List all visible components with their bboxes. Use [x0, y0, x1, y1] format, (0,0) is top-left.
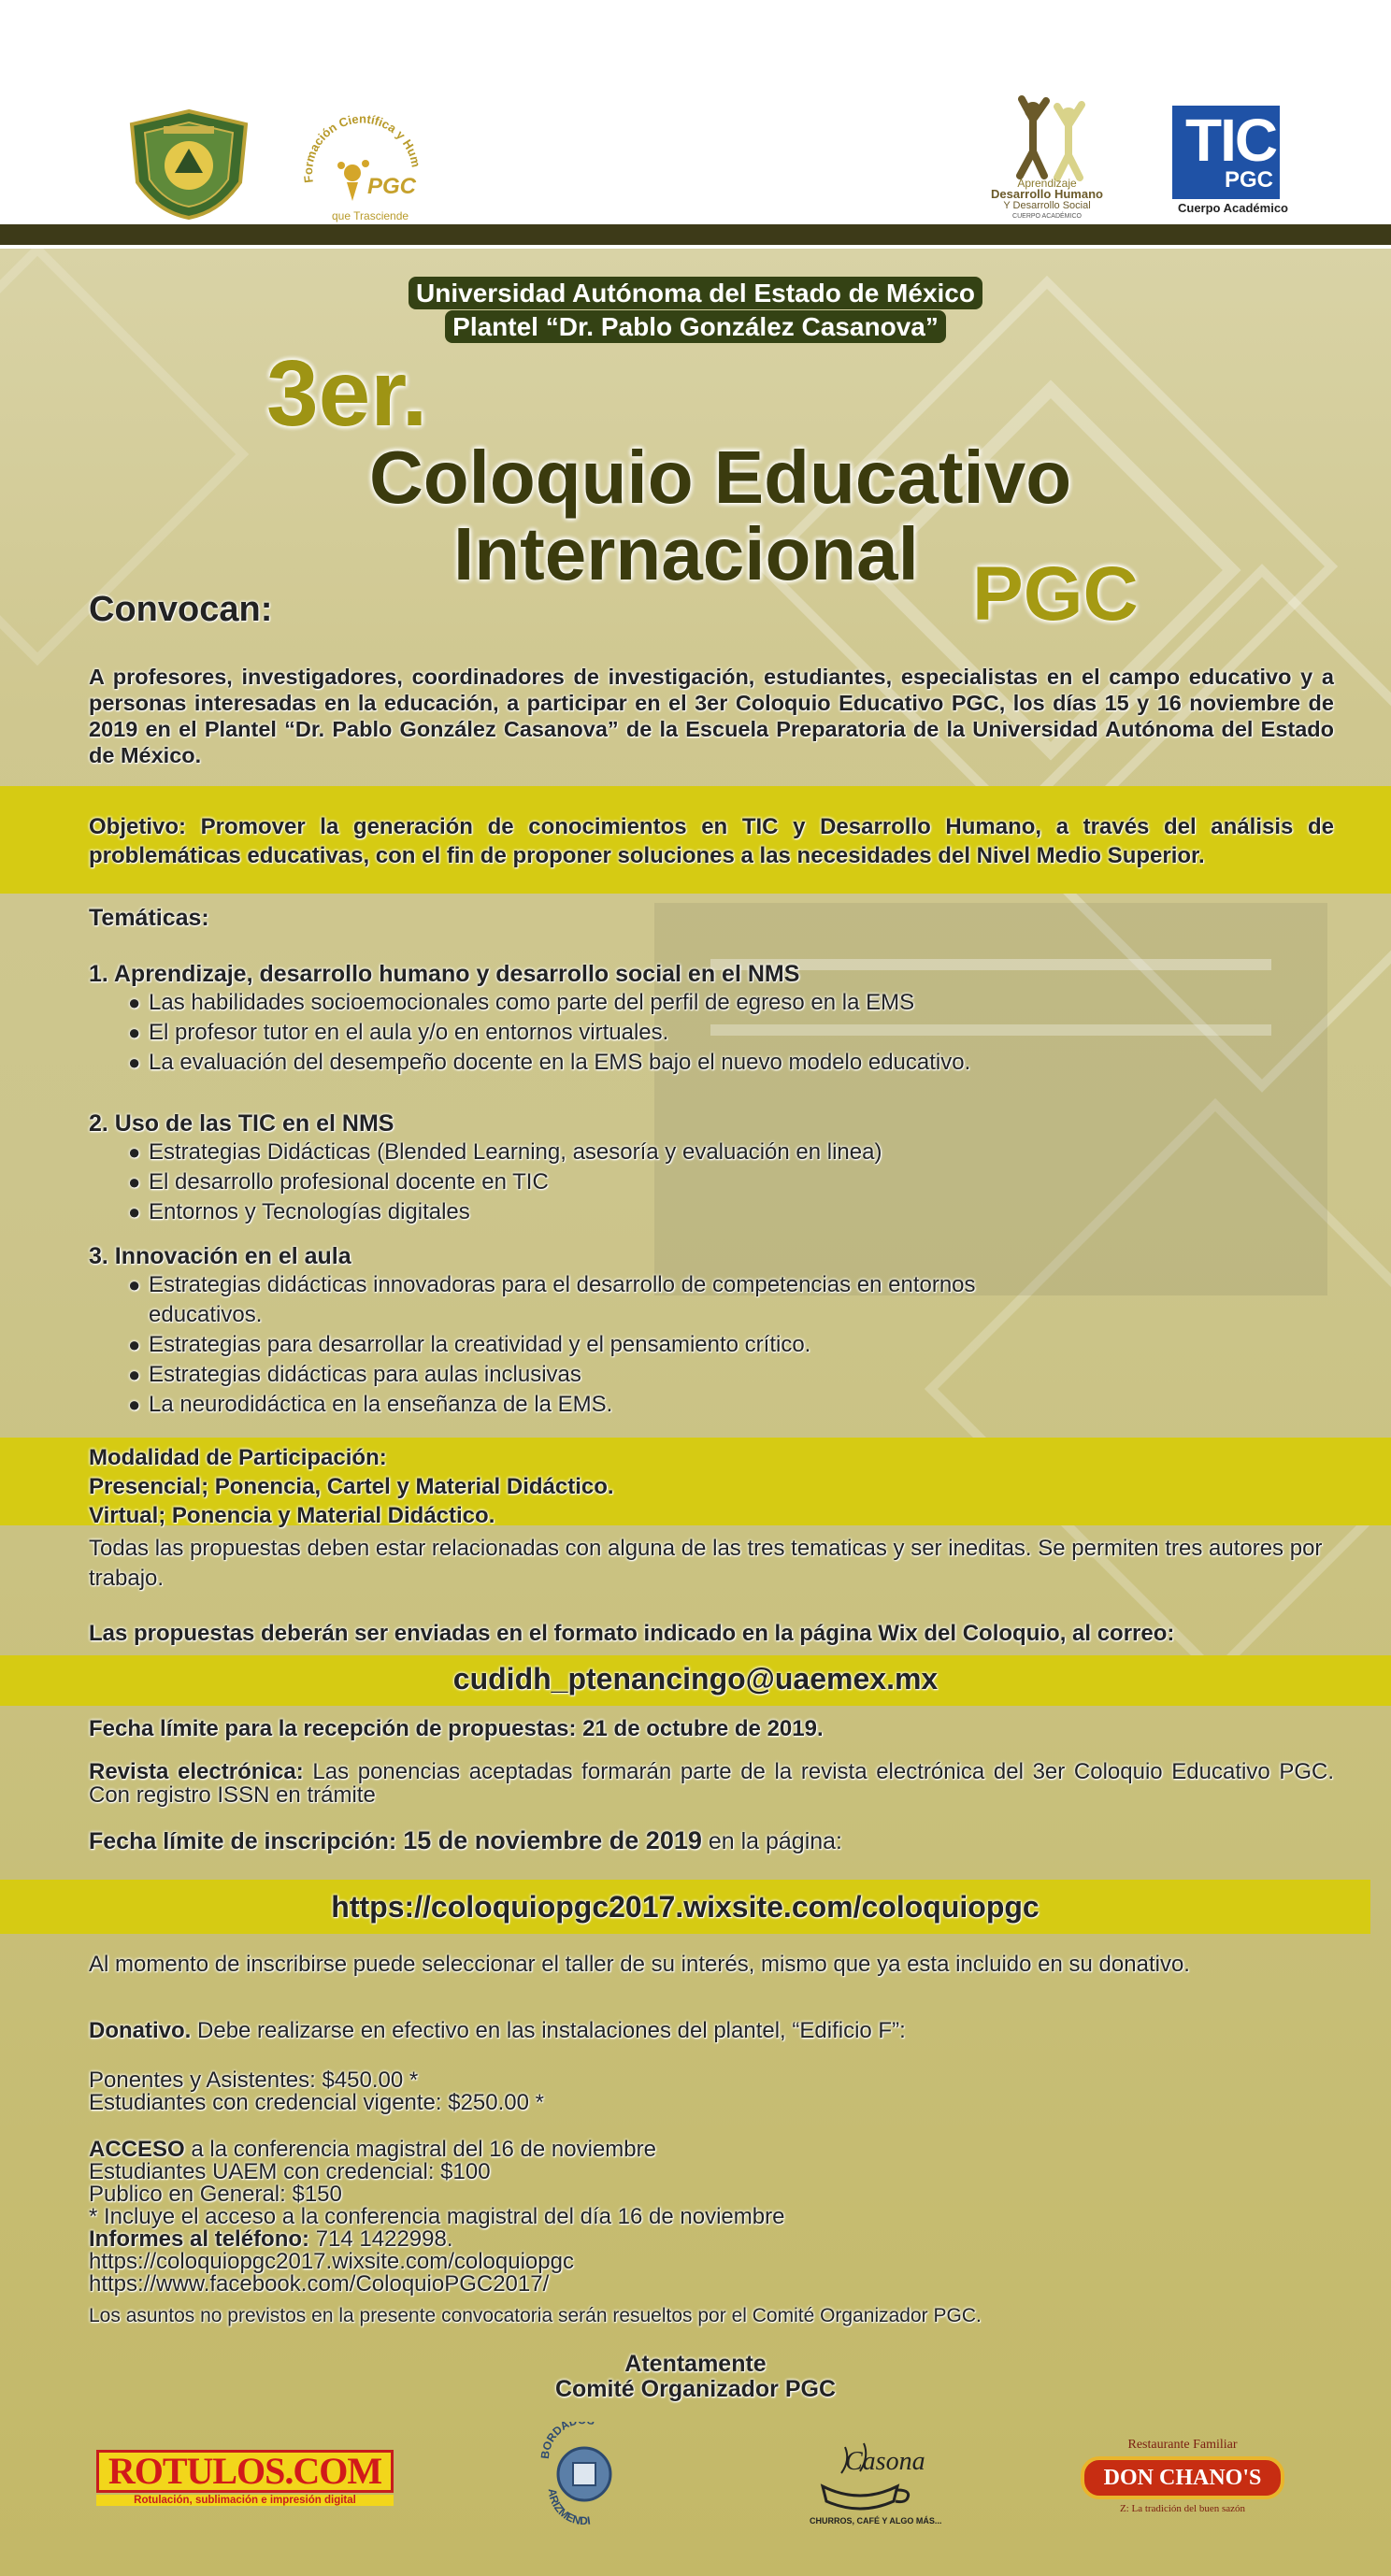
objetivo-text: Objetivo: Promover la generación de conocimientos en TIC y Desarrollo Humano, a través del análisis de problemáticas educativas, con el fin de proponer soluciones a las necesidades del Nivel Medio Superior.	[89, 814, 1334, 868]
donchanos-top: Restaurante Familiar	[1127, 2438, 1238, 2452]
uaem-shield-logo	[126, 107, 252, 220]
edition-number: 3er.	[266, 341, 428, 446]
acceso-nota: * Incluye el acceso a la conferencia magistral del día 16 de noviembre	[89, 2204, 785, 2229]
topic-2-item: ● Entornos y Tecnologías digitales	[128, 1197, 1117, 1227]
bordados-sponsor-logo	[538, 2422, 631, 2525]
bordados-top-text: BORDA	[538, 2422, 572, 2460]
inscripcion-date: 15 de noviembre de 2019	[403, 1826, 702, 1854]
topic-3-item: ● Estrategias para desarrollar la creatividad y el pensamiento crítico.	[128, 1330, 1072, 1360]
inscripcion-suffix: en la página:	[701, 1828, 842, 1854]
website-link[interactable]: https://coloquiopgc2017.wixsite.com/coloquiopgc	[89, 2249, 574, 2274]
tic-logo-small: PGC	[1225, 167, 1274, 193]
rotulos-sponsor-logo	[96, 2450, 394, 2515]
poster-body	[0, 249, 1391, 2576]
aprendizaje-logo	[977, 93, 1117, 220]
topic-1	[89, 961, 1117, 1078]
topic-3-item: ● Estrategias didácticas innovadoras para el desarrollo de competencias en entornos educativos.	[128, 1270, 1072, 1330]
casona-tagline: CHURROS, CAFÉ Y ALGO MÁS...	[810, 2516, 942, 2526]
donchanos-name: DON CHANO'S	[1081, 2456, 1284, 2499]
donchanos-sponsor-logo	[1066, 2438, 1299, 2531]
telefono-number: 714 1422998.	[309, 2226, 453, 2252]
acceso-publico: Publico en General: $150	[89, 2182, 342, 2207]
signature-line-1: Atentamente	[624, 2351, 767, 2377]
topic-1-title: 1. Aprendizaje, desarrollo humano y desarrollo social en el NMS	[89, 961, 800, 987]
rotulos-tagline: Rotulación, sublimación e impresión digital	[96, 2495, 394, 2506]
tic-pgc-logo	[1169, 106, 1290, 218]
revista-block	[89, 1760, 1334, 1807]
title-line-2: Internacional	[453, 512, 919, 595]
title-brand: PGC	[972, 551, 1139, 637]
topic-3-title: 3. Innovación en el aula	[89, 1243, 351, 1269]
title-line-1: Coloquio Educativo	[369, 436, 1072, 519]
propuestas-text: Las propuestas deberán ser enviadas en el formato indicado en la página Wix del Coloquio, al correo:	[89, 1621, 1175, 1646]
acceso-text: a la conferencia magistral del 16 de noviembre	[184, 2137, 656, 2162]
inscripcion-line	[89, 1826, 1334, 1855]
aprendizaje-line2: Desarrollo Humano	[991, 187, 1103, 201]
revista-text: Las ponencias aceptadas formarán parte de la revista electrónica del 3er Coloquio Educativo PGC. Con registro ISSN en trámite	[89, 1759, 1334, 1808]
asuntos-text: Los asuntos no previstos en la presente convocatoria serán resueltos por el Comité Organizador PGC.	[89, 2305, 982, 2326]
rotulos-name: ROTULOS.COM	[96, 2450, 394, 2493]
acceso-uaem: Estudiantes UAEM con credencial: $100	[89, 2159, 491, 2184]
pgc-logo-center: PGC	[367, 174, 417, 199]
inscripcion-label: Fecha límite de inscripción:	[89, 1828, 397, 1854]
registration-link[interactable]: https://coloquiopgc2017.wixsite.com/coloquiopgc	[331, 1890, 1040, 1924]
acceso-block	[89, 2139, 1334, 2296]
tematicas-heading: Temáticas:	[89, 905, 209, 931]
donchanos-tagline: Z: La tradición del buen sazón	[1119, 2503, 1246, 2514]
donativo-prices	[89, 2069, 1334, 2114]
aprendizaje-line1: Aprendizaje	[1017, 177, 1077, 190]
convocan-text: A profesores, investigadores, coordinadores de investigación, estudiantes, especialistas en el campo educativo y a personas interesadas en la educación, a participar en el 3er Coloquio Educativo PGC, los días 15 y 16 noviembre de 2019 en el Plantel “Dr. Pablo González Casanova” de la Escuela Preparatoria de la Universidad Autónoma del Estado de México.	[89, 665, 1334, 767]
donativo-estudiantes: Estudiantes con credencial vigente: $250.00 *	[89, 2090, 544, 2115]
modalidad-note: Todas las propuestas deben estar relacionadas con alguna de las tres tematicas y ser ineditas. Se permiten tres autores por trabajo.	[89, 1536, 1323, 1591]
bordados-bottom-text: ARIZMENDI	[545, 2487, 592, 2525]
convocan-heading: Convocan:	[89, 590, 273, 629]
topic-2-item: ● El desarrollo profesional docente en TIC	[128, 1167, 1117, 1197]
tic-logo-caption: Cuerpo Académico	[1178, 201, 1288, 215]
topic-3	[89, 1243, 1117, 1420]
aprendizaje-line4: CUERPO ACADÉMICO	[1012, 213, 1082, 220]
plantel-name: Plantel “Dr. Pablo González Casanova”	[445, 310, 946, 343]
pgc-arc-text: Formación Científica y Hum	[300, 111, 423, 184]
donativo-line	[89, 2018, 1334, 2044]
topic-1-item: ● La evaluación del desempeño docente en la EMS bajo el nuevo modelo educativo.	[128, 1048, 1117, 1078]
topic-1-item: ● El profesor tutor en el aula y/o en entornos virtuales.	[128, 1018, 1117, 1048]
telefono-label: Informes al teléfono:	[89, 2226, 310, 2252]
facebook-link[interactable]: https://www.facebook.com/ColoquioPGC2017/	[89, 2271, 550, 2297]
header-divider-bar	[0, 224, 1391, 245]
modalidad-block	[89, 1443, 1334, 1530]
university-heading	[0, 277, 1391, 344]
donativo-ponentes: Ponentes y Asistentes: $450.00 *	[89, 2068, 419, 2093]
topic-2-item: ● Estrategias Didácticas (Blended Learning, asesoría y evaluación en linea)	[128, 1138, 1117, 1167]
taller-text: Al momento de inscribirse puede seleccionar el taller de su interés, mismo que ya esta incluido en su donativo.	[89, 1952, 1190, 1977]
topic-2-title: 2. Uso de las TIC en el NMS	[89, 1110, 394, 1137]
topic-3-item: ● Estrategias didácticas para aulas inclusivas	[128, 1360, 1072, 1390]
contact-email[interactable]: cudidh_ptenancingo@uaemex.mx	[452, 1662, 939, 1696]
propuestas-deadline: Fecha límite para la recepción de propuestas: 21 de octubre de 2019.	[89, 1716, 824, 1741]
signature-line-2: Comité Organizador PGC	[554, 2376, 837, 2402]
modalidad-heading: Modalidad de Participación:	[89, 1445, 387, 1470]
modalidad-virtual: Virtual; Ponencia y Material Didáctico.	[89, 1503, 495, 1528]
donativo-label: Donativo.	[89, 2018, 192, 2043]
casona-sponsor-logo	[804, 2415, 954, 2527]
revista-label: Revista electrónica:	[89, 1759, 304, 1784]
acceso-label: ACCESO	[89, 2137, 185, 2162]
aprendizaje-line3: Y Desarrollo Social	[1003, 200, 1091, 211]
casona-name: Casona	[845, 2447, 925, 2476]
pgc-humanista-logo	[294, 107, 430, 224]
signature-block	[0, 2352, 1391, 2402]
donativo-text: Debe realizarse en efectivo en las instalaciones del plantel, “Edificio F”:	[191, 2018, 906, 2043]
page-header	[0, 0, 1391, 224]
topic-3-item: ● La neurodidáctica en la enseñanza de la EMS.	[128, 1390, 1072, 1420]
tic-logo-big: TIC	[1185, 107, 1277, 174]
pgc-logo-bottom: que Trasciende	[332, 209, 409, 222]
university-name: Universidad Autónoma del Estado de México	[409, 277, 982, 309]
topic-2	[89, 1110, 1117, 1227]
modalidad-presencial: Presencial; Ponencia, Cartel y Material Didáctico.	[89, 1474, 614, 1499]
topic-1-item: ● Las habilidades socioemocionales como parte del perfil de egreso en la EMS	[128, 988, 1117, 1018]
